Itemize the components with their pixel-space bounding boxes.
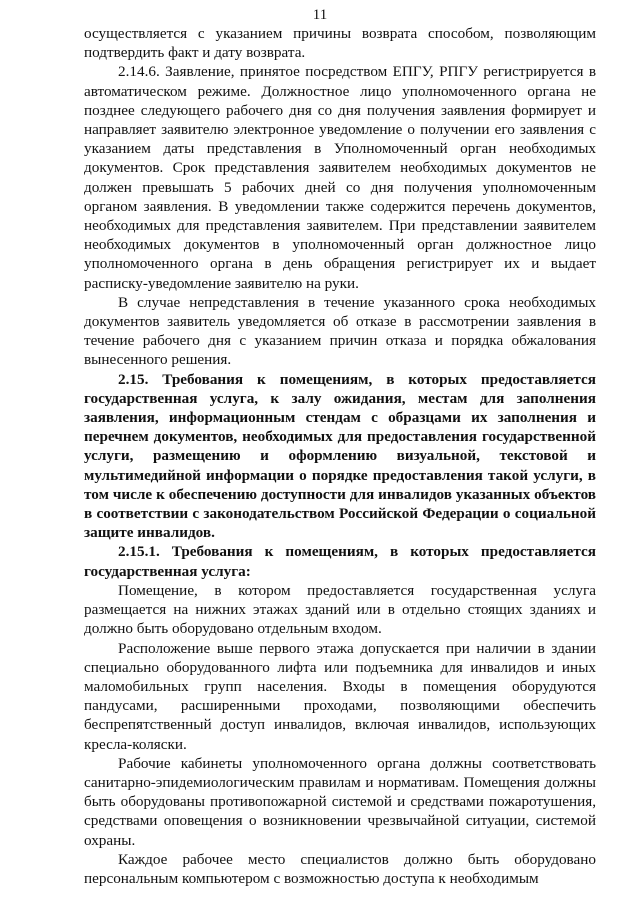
page-number: 11 [312,7,328,23]
paragraph-return-continuation: осуществляется с указанием причины возврата способом, позволяющим подтвердить факт и дату возврата. [84,25,596,62]
paragraph-upper-floors-access: Расположение выше первого этажа допускается при наличии в здании специально оборудованного лифта или подъемника для инвалидов и иных маломобильных групп населения. Входы в помещения оборудуются пандусами, расширенными проходами, позволяющими обеспечить беспрепятственный доступ инвалидов, включая инвалидов, использующих кресла-коляски. [84,639,596,753]
heading-2-15-1: 2.15.1. Требования к помещениям, в которых предоставляется государственная услуга: [84,543,596,580]
paragraph-2-14-6: 2.14.6. Заявление, принятое посредством ЕПГУ, РПГУ регистрируется в автоматическом режиме. Должностное лицо уполномоченного органа не позднее следующего рабочего дня со дня получения заявления формирует и направляет заявителю электронное уведомление о получении его заявления с указанием даты представления в Уполномоченный орган необходимых документов. Срок представления заявителем необходимых документов не должен превышать 5 рабочих дней со дня получения уполномоченным органом заявления. В уведомлении также содержится перечень документов, необходимых для представления заявителем. При представлении заявителем необходимых документов в уполномоченный орган должностное лицо уполномоченного органа в день обращения регистрирует их и выдает расписку-уведомление заявителю на руки. [84,63,596,292]
paragraph-non-submission: В случае непредставления в течение указанного срока необходимых документов заявитель уведомляется об отказе в рассмотрении заявления в течение рабочего дня с указанием причин отказа и порядка обжалования вынесенного решения. [84,293,596,369]
paragraph-work-rooms: Рабочие кабинеты уполномоченного органа должны соответствовать санитарно-эпидемиологическим правилам и нормативам. Помещения должны быть оборудованы противопожарной системой и средствами пожаротушения, средствами оповещения о возникновении чрезвычайной ситуации, системой охраны. [84,754,596,849]
paragraph-workplaces: Каждое рабочее место специалистов должно быть оборудовано персональным компьютером с возможностью доступа к необходимым [84,850,596,887]
heading-2-15: 2.15. Требования к помещениям, в которых предоставляется государственная услуга, к залу ожидания, местам для заполнения заявления, информационным стендам с образцами их заполнения и перечнем документов, необходимых для предоставления государственной услуги, размещению и оформлению визуальной, текстовой и мультимедийной информации о порядке предоставления такой услуги, в том числе к обеспечению доступности для инвалидов указанных объектов в соответствии с законодательством Российской Федерации о социальной защите инвалидов. [84,370,596,542]
paragraph-premises-location: Помещение, в котором предоставляется государственная услуга размещается на нижних этажах зданий или в отдельно стоящих зданиях и должно быть оборудовано отдельным входом. [84,581,596,638]
document-body [84,24,596,888]
